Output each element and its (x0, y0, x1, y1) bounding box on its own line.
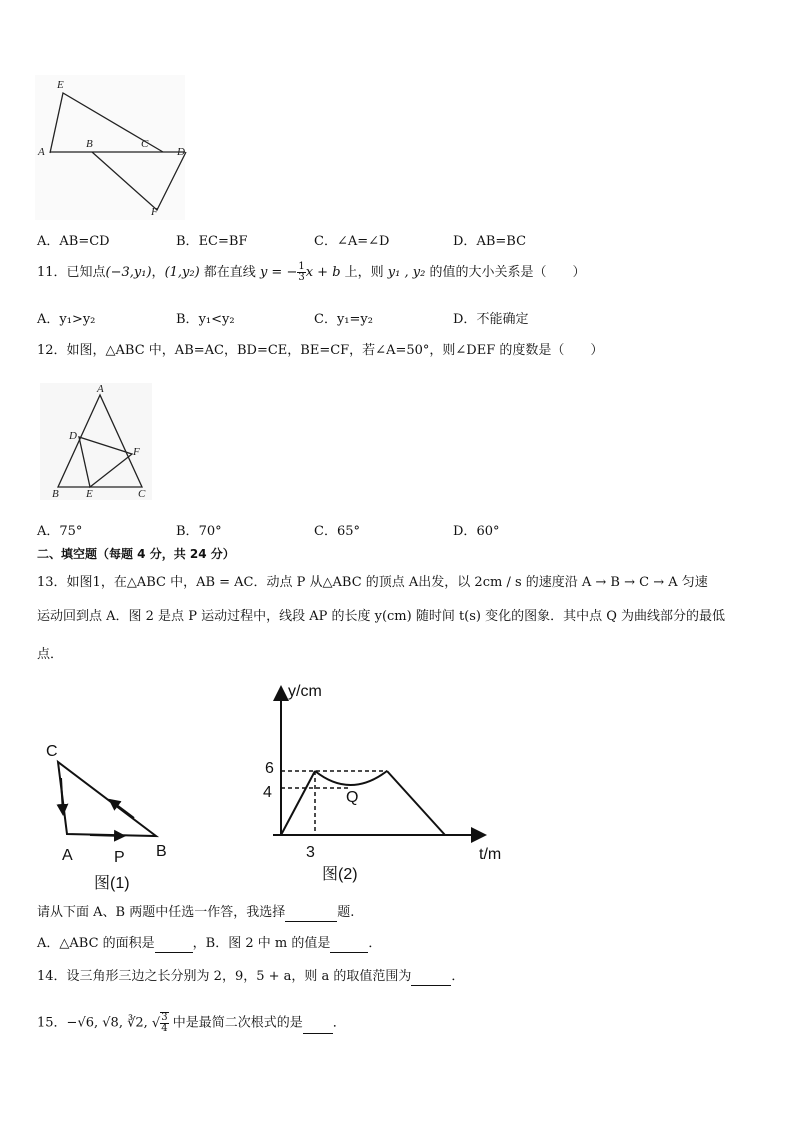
q13-fig2-label-q: Q (346, 789, 359, 806)
q13-fig2-caption: 图(2) (322, 866, 358, 883)
q13-a-text: A．△ABC 的面积是 (37, 936, 155, 951)
fraction-numerator: 3 (161, 1012, 168, 1023)
q11-point2: (1,y₂) (164, 265, 200, 280)
q13-fig1-label-a: A (62, 847, 73, 864)
option-text: y₁>y₂ (59, 312, 96, 327)
q11-line-rhs: x + b (305, 265, 341, 280)
q11-suffix: 的值的大小关系是（ ） (425, 265, 586, 280)
option-letter: B． (176, 234, 199, 249)
q12-label-c: C (138, 488, 146, 500)
q10-option-d[interactable] (453, 230, 526, 249)
q13-line3: 点． (37, 647, 64, 662)
q13-fig2-fall (387, 771, 445, 835)
q13-fig1-arrow-bc (110, 800, 134, 818)
q13-a-blank[interactable] (155, 938, 193, 953)
q12-option-b[interactable] (176, 520, 222, 539)
option-letter: D． (453, 234, 477, 249)
q15-sqrt-fraction: √ $\frac{3}{4}$ (151, 1012, 168, 1034)
q11-vars: y₁ , y₂ (387, 265, 426, 280)
section-heading: 二、填空题（每题 4 分，共 24 分） (37, 547, 235, 561)
q10-option-c[interactable] (314, 230, 389, 249)
q13-figure2 (255, 675, 515, 890)
q12-option-d[interactable] (453, 520, 499, 539)
q10-label-d: D (177, 146, 185, 158)
option-text: ∠A=∠D (336, 234, 390, 249)
q12-label-e: E (86, 488, 93, 500)
fraction-numerator: 1 (298, 261, 305, 272)
q13-fig2-tick-6: 6 (265, 760, 274, 777)
q11-line-lhs: y = − (259, 265, 298, 280)
q15-suffix: 中是最简二次根式的是 (168, 1015, 303, 1031)
q13-line2: 运动回到点 A．图 2 是点 P 运动过程中，线段 AP 的长度 y(cm) 随时间 t(s) 变化的图象．其中点 Q 为曲线部分的最低 (37, 609, 726, 624)
option-text: y₁<y₂ (198, 312, 235, 327)
q10-option-b[interactable] (176, 230, 247, 249)
q14-blank[interactable] (411, 971, 451, 986)
q14-question (37, 968, 464, 986)
q12-label-b: B (52, 488, 59, 500)
q15-question (37, 1012, 346, 1034)
fraction-denominator: 3 (298, 272, 305, 283)
option-letter: B． (176, 524, 199, 539)
q13-fig2-xlabel: t/m (479, 846, 502, 863)
q12-figure (40, 383, 155, 501)
q13-choose-text: 请从下面 A、B 两题中任选一作答，我选择 (37, 905, 286, 920)
option-text: AB=BC (476, 234, 527, 249)
q10-option-a[interactable] (37, 230, 110, 249)
q11-mid2: 上，则 (340, 265, 388, 280)
q13-b-text: ，B．图 2 中 m 的值是 (192, 936, 331, 951)
q11-point1: (−3,y₁) (105, 265, 152, 280)
q11-prefix: 11．已知点 (37, 265, 106, 280)
q13-fig2-ylabel: y/cm (288, 683, 322, 700)
q13-figure1 (40, 738, 180, 898)
q11-option-d[interactable] (453, 308, 528, 327)
option-letter: D． (453, 312, 477, 327)
option-letter: C． (314, 234, 337, 249)
q13-fig1-arrow-ca (61, 778, 63, 814)
option-letter: A． (37, 234, 60, 249)
option-text: 75° (59, 524, 83, 539)
option-text: AB=CD (59, 234, 110, 249)
fraction-denominator: 4 (161, 1023, 168, 1034)
q13-fig2-tick-3: 3 (306, 844, 315, 861)
q10-label-b: B (86, 138, 93, 150)
q10-label-c: C (141, 138, 149, 150)
q15-expr: −√6, √8, ∛2, (66, 1015, 152, 1031)
q13-fig2-rise (281, 771, 315, 835)
q15-blank[interactable] (303, 1019, 333, 1034)
q12-label-f: F (133, 446, 140, 458)
option-text: 70° (198, 524, 222, 539)
q10-label-e: E (57, 79, 64, 91)
q13-fig1-triangle (58, 762, 156, 836)
q11-question (37, 262, 585, 283)
q15-end: ． (332, 1015, 346, 1031)
q10-label-f: F (151, 206, 158, 218)
q13-choose-line (37, 904, 354, 922)
q13-choose-suffix: 题. (337, 905, 355, 920)
q12-option-a[interactable] (37, 520, 82, 539)
q13-fig1-label-p: P (114, 849, 125, 866)
q11-option-a[interactable] (37, 308, 95, 327)
q13-fig2-curve (315, 771, 387, 785)
q11-sep: ， (151, 265, 165, 280)
q13-fig1-label-b: B (156, 843, 167, 860)
option-letter: C． (314, 312, 337, 327)
q13-ab-line (37, 935, 381, 953)
q13-fig1-caption: 图(1) (94, 875, 130, 892)
option-text: EC=BF (198, 234, 248, 249)
option-text: 60° (476, 524, 500, 539)
q14-suffix: ． (451, 969, 465, 984)
q13-fig1-label-c: C (46, 743, 58, 760)
q13-b-blank[interactable] (330, 938, 368, 953)
option-letter: B． (176, 312, 199, 327)
q12-question: 12．如图，△ABC 中，AB=AC，BD=CE，BE=CF，若∠A=50°，则∠DEF 的度数是（ ） (37, 343, 604, 358)
q10-figure (35, 75, 195, 225)
option-letter: A． (37, 312, 60, 327)
q15-prefix: 15． (37, 1015, 67, 1031)
q11-mid1: 都在直线 (199, 265, 260, 280)
q13-line1: 13．如图1，在△ABC 中，AB = AC．动点 P 从△ABC 的顶点 A出发，以 2cm / s 的速度沿 A → B → C → A 匀速 (37, 575, 708, 590)
q13-fig1-arrow-ab (90, 835, 124, 836)
q13-choose-blank[interactable] (285, 907, 337, 922)
option-letter: C． (314, 524, 337, 539)
q11-option-c[interactable] (314, 308, 373, 327)
q11-option-b[interactable] (176, 308, 235, 327)
q12-label-a: A (97, 383, 104, 395)
option-letter: A． (37, 524, 60, 539)
option-text: 不能确定 (476, 312, 529, 327)
q12-label-d: D (69, 430, 77, 442)
q10-label-a: A (38, 146, 45, 158)
option-text: y₁=y₂ (336, 312, 373, 327)
q13-fig2-tick-4: 4 (263, 784, 272, 801)
option-text: 65° (336, 524, 360, 539)
option-letter: D． (453, 524, 477, 539)
q14-text: 14．设三角形三边之长分别为 2，9，5 + a，则 a 的取值范围为 (37, 969, 412, 984)
q13-ab-suffix: ． (368, 936, 382, 951)
q11-fraction (297, 262, 305, 283)
q12-option-c[interactable] (314, 520, 360, 539)
